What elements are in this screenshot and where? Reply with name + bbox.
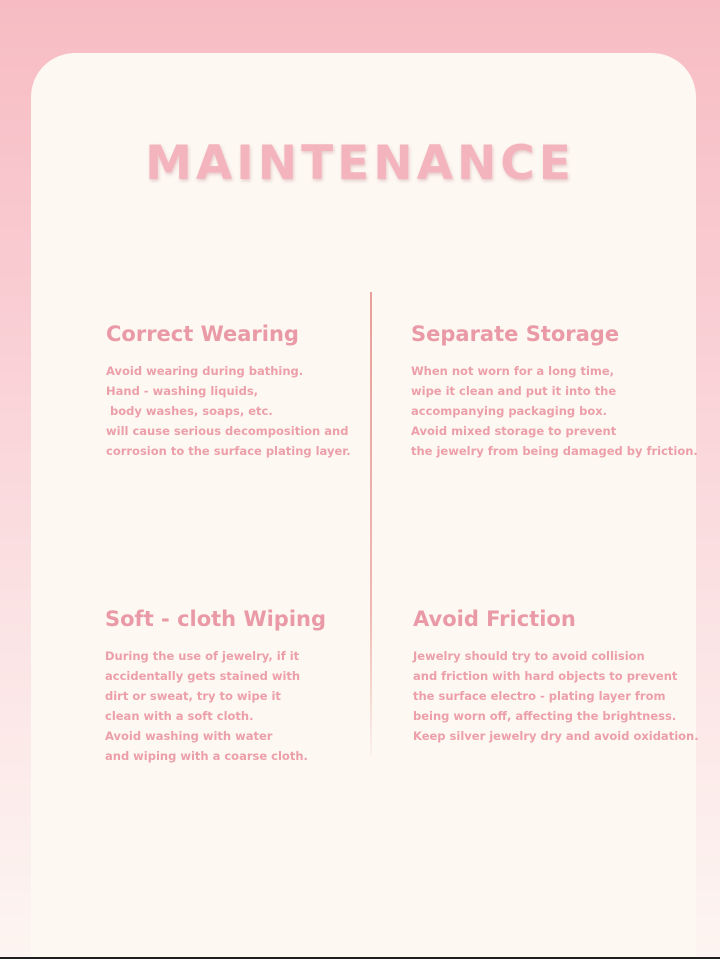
body-line: the jewelry from being damaged by friction. xyxy=(411,444,698,458)
section-body xyxy=(411,361,698,461)
section-soft-cloth-wiping xyxy=(105,607,326,766)
body-line: Avoid mixed storage to prevent xyxy=(411,424,617,438)
body-line: Jewelry should try to avoid collision xyxy=(413,649,645,663)
body-line: being worn off, affecting the brightness. xyxy=(413,709,677,723)
body-line: When not worn for a long time, xyxy=(411,364,615,378)
body-line: wipe it clean and put it into the xyxy=(411,384,617,398)
body-line: Keep silver jewelry dry and avoid oxidation. xyxy=(413,729,699,743)
body-line: body washes, soaps, etc. xyxy=(106,404,273,418)
section-avoid-friction xyxy=(413,607,699,746)
vertical-divider xyxy=(370,292,372,756)
section-heading: Avoid Friction xyxy=(413,607,576,631)
section-heading: Correct Wearing xyxy=(106,322,299,346)
section-correct-wearing xyxy=(106,322,351,461)
section-heading: Soft - cloth Wiping xyxy=(105,607,327,631)
body-line: accompanying packaging box. xyxy=(411,404,608,418)
body-line: and wiping with a coarse cloth. xyxy=(105,749,308,763)
section-heading: Separate Storage xyxy=(411,322,620,346)
body-line: Avoid wearing during bathing. xyxy=(106,364,304,378)
body-line: accidentally gets stained with xyxy=(105,669,301,683)
body-line: During the use of jewelry, if it xyxy=(105,649,300,663)
body-line: corrosion to the surface plating layer. xyxy=(106,444,351,458)
body-line: will cause serious decomposition and xyxy=(106,424,349,438)
body-line: dirt or sweat, try to wipe it xyxy=(105,689,281,703)
body-line: Hand - washing liquids, xyxy=(106,384,259,398)
section-separate-storage xyxy=(411,322,698,461)
section-body xyxy=(105,646,326,766)
body-line: the surface electro - plating layer from xyxy=(413,689,666,703)
page-title: MAINTENANCE xyxy=(145,136,575,191)
body-line: clean with a soft cloth. xyxy=(105,709,254,723)
section-body xyxy=(106,361,351,461)
body-line: and friction with hard objects to prevent xyxy=(413,669,678,683)
section-body xyxy=(413,646,699,746)
body-line: Avoid washing with water xyxy=(105,729,273,743)
